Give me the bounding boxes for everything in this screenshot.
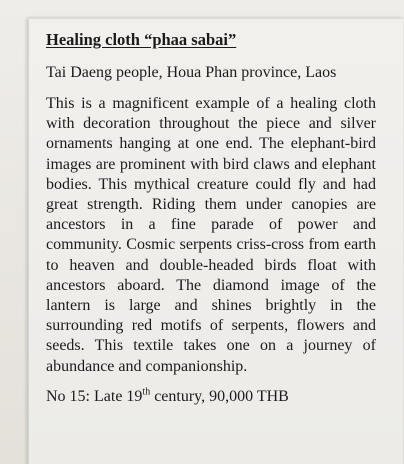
label-subtitle: Tai Daeng people, Houa Phan province, Laos — [46, 64, 337, 81]
label-text — [46, 30, 376, 407]
footer-number: No 15: Late 19 — [46, 387, 143, 405]
footer-ordinal: th — [142, 386, 151, 398]
footer-price: century, 90,000 THB — [150, 387, 289, 405]
label-description: This is a magnificent example of a healing cloth with decoration throughout the piece and silver ornaments hanging at one end. The elephant-bird images are prominent with bird claws and elephant bodies. This mythical creature could fly and had great strength. Riding them under canopies are ancestors in a fine parade of power and community. Cosmic serpents criss-cross from earth to heaven and double-headed birds float with ancestors aboard. The diamond image of the lantern is large and shines brightly in the surrounding red motifs of serpents, flowers and seeds. This textile takes one on a journey of abundance and companionship. — [46, 95, 376, 375]
label-footer — [46, 387, 376, 407]
label-title: Healing cloth “phaa sabai” — [46, 30, 237, 49]
